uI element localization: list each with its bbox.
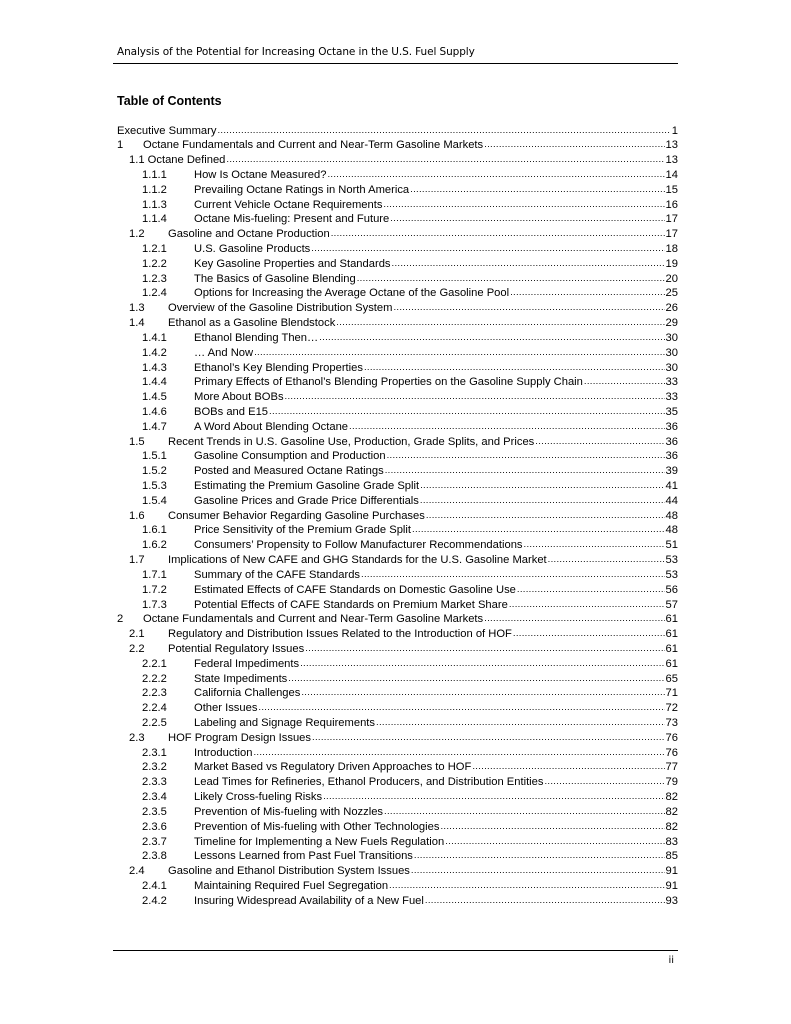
toc-entry-title: Octane Fundamentals and Current and Near-Term Gasoline Markets (143, 613, 484, 626)
toc-entry-number: 2.2.3 (142, 687, 167, 700)
toc-entry-number: 2.3.1 (142, 746, 167, 759)
toc-entry[interactable] (117, 198, 678, 213)
page-number: ii (668, 955, 674, 966)
toc-entry[interactable] (117, 168, 678, 183)
toc-entry-page: 41 (665, 480, 678, 492)
toc-entry-title: Lessons Learned from Past Fuel Transitions (194, 850, 413, 863)
toc-entry-title: Maintaining Required Fuel Segregation (194, 879, 389, 892)
toc-entry-number: 1.2.1 (142, 243, 167, 255)
toc-dot-leader (510, 286, 664, 301)
toc-dot-leader (584, 375, 665, 390)
toc-entry[interactable] (117, 479, 678, 494)
toc-entry[interactable] (117, 849, 678, 864)
toc-entry-page: 36 (665, 435, 678, 448)
toc-entry-title: Prevention of Mis-fueling with Other Technologies (194, 820, 440, 833)
toc-entry[interactable] (117, 568, 678, 583)
toc-entry-number: 2.1 (129, 628, 145, 641)
toc-entry[interactable] (117, 464, 678, 479)
toc-entry-number: 1.7.1 (142, 568, 167, 581)
toc-dot-leader (253, 746, 664, 761)
toc-entry-number: 2 (117, 613, 124, 626)
toc-entry-page: 39 (665, 465, 678, 478)
toc-entry[interactable] (117, 509, 678, 524)
toc-entry-number: 1.3 (129, 302, 145, 315)
toc-entry-number: 2.4.1 (142, 879, 167, 892)
toc-entry-page: 13 (665, 154, 678, 167)
toc-entry-title: Overview of the Gasoline Distribution System (168, 302, 393, 315)
toc-entry-title: Timeline for Implementing a New Fuels Regulation (194, 835, 445, 848)
toc-dot-leader (383, 198, 664, 213)
toc-entry-title: … And Now (194, 346, 254, 359)
toc-entry[interactable] (117, 153, 678, 168)
toc-entry-title: Octane Fundamentals and Current and Near-Term Gasoline Markets (143, 139, 484, 152)
toc-dot-leader (517, 583, 665, 598)
toc-entry[interactable] (117, 760, 678, 775)
toc-entry-title: Gasoline and Octane Production (168, 228, 330, 241)
toc-entry-number: 1.1.2 (142, 183, 167, 196)
toc-entry-number: 1.6.1 (142, 524, 167, 537)
toc-entry-page: 13 (665, 139, 678, 152)
toc-entry-page: 61 (665, 613, 678, 626)
toc-dot-leader (420, 479, 664, 494)
toc-entry-title: Likely Cross-fueling Risks (194, 791, 323, 804)
toc-entry[interactable] (117, 716, 678, 731)
toc-entry[interactable] (117, 686, 678, 701)
toc-entry-title: State Impediments (194, 672, 288, 685)
toc-entry-page: 53 (665, 554, 678, 567)
toc-entry-number: 1.2 (129, 228, 145, 241)
toc-entry-number: 2.3.8 (142, 850, 167, 863)
toc-entry-page: 48 (665, 524, 678, 537)
toc-dot-leader (217, 124, 670, 139)
toc-dot-leader (376, 716, 665, 731)
toc-entry-title: Potential Regulatory Issues (168, 642, 305, 655)
toc-dot-leader (288, 672, 664, 687)
toc-entry-page: 17 (665, 228, 678, 241)
toc-entry-number: 2.2 (129, 642, 145, 655)
toc-entry[interactable] (117, 790, 678, 805)
toc-dot-leader (484, 138, 664, 153)
toc-dot-leader (269, 405, 665, 420)
toc-dot-leader (357, 272, 665, 287)
toc-dot-leader (349, 420, 665, 435)
toc-entry-title: Other Issues (194, 702, 258, 715)
toc-entry-number: 2.3.6 (142, 820, 167, 833)
toc-heading: Table of Contents (117, 94, 222, 108)
toc-dot-leader (364, 361, 665, 376)
toc-entry[interactable] (117, 672, 678, 687)
toc-entry[interactable] (117, 272, 678, 287)
toc-entry-number: 1.4.5 (142, 391, 167, 404)
toc-entry[interactable] (117, 405, 678, 420)
toc-entry-title: Introduction (194, 746, 253, 759)
toc-entry[interactable] (117, 657, 678, 672)
toc-entry[interactable] (117, 494, 678, 509)
toc-entry-page: 36 (665, 420, 678, 433)
toc-entry-page: 57 (665, 598, 678, 611)
toc-dot-leader (472, 760, 664, 775)
toc-entry-page: 33 (665, 376, 678, 389)
toc-entry-title: Options for Increasing the Average Octane of the Gasoline Pool (194, 287, 510, 300)
toc-entry[interactable] (117, 642, 678, 657)
toc-entry[interactable] (117, 390, 678, 405)
toc-entry[interactable] (117, 331, 678, 346)
toc-dot-leader (361, 568, 665, 583)
toc-entry-page: 82 (665, 791, 678, 804)
toc-entry-number: 1.7.2 (142, 583, 167, 596)
toc-entry-page: 19 (665, 257, 678, 270)
toc-entry-number: 2.3.3 (142, 776, 167, 789)
toc-entry-title: Prevailing Octane Ratings in North America (194, 183, 410, 196)
toc-entry-page: 61 (665, 642, 678, 655)
toc-dot-leader (254, 346, 664, 361)
toc-entry-title: Price Sensitivity of the Premium Grade Split (194, 524, 411, 537)
toc-dot-leader (285, 390, 665, 405)
toc-entry-title: Potential Effects of CAFE Standards on Premium Market Share (194, 598, 508, 611)
toc-entry-number: 2.3.2 (142, 761, 167, 774)
toc-entry-title: Ethanol as a Gasoline Blendstock (168, 317, 336, 330)
toc-dot-leader (226, 153, 664, 168)
toc-entry[interactable] (117, 775, 678, 790)
toc-entry-title: Federal Impediments (194, 657, 300, 670)
toc-entry-title: Regulatory and Distribution Issues Related to the Introduction of HOF (168, 628, 512, 641)
toc-entry[interactable] (117, 879, 678, 894)
toc-entry-number: 1.7 (129, 554, 145, 567)
toc-entry-title: 1.1 Octane Defined (129, 154, 226, 167)
toc-dot-leader (327, 168, 664, 183)
toc-entry-page: 30 (665, 361, 678, 374)
toc-entry-number: 1.5.1 (142, 450, 167, 463)
toc-entry-page: 35 (665, 405, 678, 418)
toc-entry[interactable] (117, 124, 678, 139)
toc-entry-page: 36 (665, 450, 678, 463)
toc-entry-page: 76 (665, 731, 678, 744)
toc-entry[interactable] (117, 361, 678, 376)
toc-entry[interactable] (117, 286, 678, 301)
toc-entry[interactable] (117, 627, 678, 642)
toc-entry-title: Insuring Widespread Availability of a New Fuel (194, 894, 424, 907)
toc-dot-leader (319, 331, 664, 346)
toc-entry-title: Gasoline and Ethanol Distribution System Issues (168, 865, 410, 878)
toc-entry-title: Ethanol Blending Then… (194, 331, 319, 344)
toc-entry[interactable] (117, 316, 678, 331)
toc-entry-number: 2.4.2 (142, 894, 167, 907)
toc-entry-number: 2.2.5 (142, 717, 167, 729)
toc-entry-title: Ethanol’s Key Blending Properties (194, 361, 363, 374)
toc-entry-number: 1.5.4 (142, 494, 167, 507)
toc-dot-leader (311, 242, 664, 257)
toc-entry-page: 91 (665, 879, 678, 892)
toc-entry-number: 1.4.7 (142, 420, 167, 433)
toc-dot-leader (331, 227, 665, 242)
toc-entry[interactable] (117, 138, 678, 153)
toc-entry-page: 30 (665, 346, 678, 359)
toc-entry-title: U.S. Gasoline Products (194, 243, 311, 255)
footer-divider (113, 950, 678, 951)
toc-dot-leader (387, 449, 665, 464)
toc-dot-leader (440, 820, 664, 835)
toc-entry-page: 61 (665, 657, 678, 670)
toc-entry-page: 82 (665, 805, 678, 818)
toc-dot-leader (535, 435, 664, 450)
toc-entry-number: 1.5.2 (142, 465, 167, 478)
toc-entry-number: 1.4.4 (142, 376, 167, 389)
toc-entry-page: 77 (665, 761, 678, 774)
toc-entry-number: 2.4 (129, 865, 145, 878)
toc-entry-title: The Basics of Gasoline Blending (194, 272, 356, 285)
toc-entry-number: 1.2.2 (142, 257, 167, 270)
toc-entry-number: 1.6.2 (142, 539, 167, 552)
toc-entry[interactable] (117, 346, 678, 361)
toc-entry-number: 1.4.2 (142, 346, 167, 359)
toc-dot-leader (323, 790, 664, 805)
toc-entry-page: 1 (671, 124, 678, 137)
toc-entry[interactable] (117, 553, 678, 568)
toc-entry[interactable] (117, 523, 678, 538)
toc-dot-leader (384, 805, 665, 820)
toc-entry-title: Executive Summary (117, 124, 217, 137)
toc-entry-number: 1.5 (129, 435, 145, 448)
toc-entry-title: A Word About Blending Octane (194, 420, 349, 433)
toc-dot-leader (385, 464, 665, 479)
toc-entry-number: 2.3.5 (142, 805, 167, 818)
toc-entry-page: 30 (665, 331, 678, 344)
toc-entry-page: 17 (665, 213, 678, 226)
toc-entry-number: 1.2.3 (142, 272, 167, 285)
toc-dot-leader (258, 701, 664, 716)
toc-entry-page: 61 (665, 628, 678, 641)
toc-entry-number: 2.3 (129, 731, 145, 744)
toc-entry-title: Gasoline Prices and Grade Price Differentials (194, 494, 419, 507)
toc-entry-title: Recent Trends in U.S. Gasoline Use, Production, Grade Splits, and Prices (168, 435, 535, 448)
toc-entry-title: Prevention of Mis-fueling with Nozzles (194, 805, 384, 818)
toc-entry-page: 71 (665, 687, 678, 700)
toc-entry-number: 1 (117, 139, 124, 152)
running-header: Analysis of the Potential for Increasing Octane in the U.S. Fuel Supply (117, 46, 475, 58)
toc-entry-page: 83 (665, 835, 678, 848)
toc-dot-leader (548, 553, 665, 568)
toc-entry-number: 1.1.3 (142, 198, 167, 211)
toc-entry-page: 29 (665, 317, 678, 330)
toc-entry-page: 48 (665, 509, 678, 522)
toc-entry-title: How Is Octane Measured? (194, 168, 327, 181)
toc-entry-number: 1.4 (129, 317, 145, 330)
toc-dot-leader (390, 212, 664, 227)
toc-entry-page: 91 (665, 865, 678, 878)
toc-entry[interactable] (117, 183, 678, 198)
toc-entry-page: 15 (665, 183, 678, 196)
toc-entry[interactable] (117, 449, 678, 464)
toc-entry[interactable] (117, 257, 678, 272)
toc-entry-title: Market Based vs Regulatory Driven Approaches to HOF (194, 761, 472, 774)
toc-dot-leader (445, 835, 664, 850)
toc-entry-number: 2.2.4 (142, 702, 167, 715)
toc-entry-title: More About BOBs (194, 391, 284, 404)
toc-dot-leader (393, 301, 664, 316)
toc-entry[interactable] (117, 864, 678, 879)
toc-entry-title: Implications of New CAFE and GHG Standards for the U.S. Gasoline Market (168, 554, 547, 567)
toc-entry[interactable] (117, 805, 678, 820)
toc-entry[interactable] (117, 375, 678, 390)
toc-entry-number: 1.1.4 (142, 213, 167, 226)
toc-dot-leader (410, 183, 664, 198)
toc-entry-title: Estimating the Premium Gasoline Grade Split (194, 480, 420, 492)
toc-entry-number: 1.5.3 (142, 480, 167, 492)
toc-dot-leader (305, 642, 664, 657)
toc-entry-page: 14 (665, 168, 678, 181)
toc-entry-title: Lead Times for Refineries, Ethanol Producers, and Distribution Entities (194, 776, 544, 789)
toc-entry-title: Posted and Measured Octane Ratings (194, 465, 384, 478)
toc-dot-leader (509, 598, 665, 613)
toc-entry[interactable] (117, 612, 678, 627)
toc-entry-number: 1.4.6 (142, 405, 167, 418)
toc-entry-page: 26 (665, 302, 678, 315)
toc-dot-leader (312, 731, 665, 746)
toc-entry-page: 18 (665, 243, 678, 255)
toc-entry[interactable] (117, 242, 678, 257)
toc-entry[interactable] (117, 701, 678, 716)
toc-entry-title: Estimated Effects of CAFE Standards on Domestic Gasoline Use (194, 583, 516, 596)
toc-entry-page: 93 (665, 894, 678, 907)
toc-entry-number: 1.4.1 (142, 331, 167, 344)
toc-dot-leader (513, 627, 665, 642)
toc-entry-page: 82 (665, 820, 678, 833)
toc-entry-page: 72 (665, 702, 678, 715)
toc-entry-title: Primary Effects of Ethanol’s Blending Properties on the Gasoline Supply Chain (194, 376, 583, 389)
toc-entry-number: 1.2.4 (142, 287, 167, 300)
toc-entry-number: 1.7.3 (142, 598, 167, 611)
toc-entry-title: Consumer Behavior Regarding Gasoline Purchases (168, 509, 425, 522)
toc-entry-title: California Challenges (194, 687, 301, 700)
toc-entry-number: 2.3.7 (142, 835, 167, 848)
toc-entry-number: 2.2.2 (142, 672, 167, 685)
toc-dot-leader (389, 879, 665, 894)
toc-entry[interactable] (117, 435, 678, 450)
toc-dot-leader (412, 523, 665, 538)
toc-entry-page: 16 (665, 198, 678, 211)
toc-dot-leader (301, 686, 664, 701)
toc-entry-number: 1.1.1 (142, 168, 167, 181)
toc-entry-page: 56 (665, 583, 678, 596)
toc-dot-leader (392, 257, 665, 272)
toc-entry-number: 2.2.1 (142, 657, 167, 670)
toc-entry-title: Summary of the CAFE Standards (194, 568, 361, 581)
table-of-contents (117, 124, 678, 909)
toc-dot-leader (414, 849, 665, 864)
toc-dot-leader (425, 894, 665, 909)
toc-dot-leader (336, 316, 664, 331)
toc-entry-title: Gasoline Consumption and Production (194, 450, 386, 463)
toc-entry[interactable] (117, 894, 678, 909)
toc-dot-leader (300, 657, 664, 672)
toc-entry-page: 20 (665, 272, 678, 285)
toc-entry[interactable] (117, 746, 678, 761)
toc-entry-page: 76 (665, 746, 678, 759)
toc-entry-title: Key Gasoline Properties and Standards (194, 257, 391, 270)
toc-entry-page: 79 (665, 776, 678, 789)
toc-entry-page: 73 (665, 717, 678, 729)
toc-entry-page: 25 (665, 287, 678, 300)
toc-entry-title: Consumers’ Propensity to Follow Manufacturer Recommendations (194, 539, 523, 552)
toc-dot-leader (426, 509, 665, 524)
toc-entry[interactable] (117, 731, 678, 746)
toc-entry[interactable] (117, 212, 678, 227)
toc-entry-title: HOF Program Design Issues (168, 731, 311, 744)
toc-entry-title: BOBs and E15 (194, 405, 269, 418)
toc-entry-number: 1.4.3 (142, 361, 167, 374)
toc-dot-leader (484, 612, 664, 627)
toc-entry[interactable] (117, 820, 678, 835)
toc-entry-title: Current Vehicle Octane Requirements (194, 198, 383, 211)
toc-entry-number: 2.3.4 (142, 791, 167, 804)
toc-entry-page: 85 (665, 850, 678, 863)
toc-entry-page: 33 (665, 391, 678, 404)
toc-entry-page: 44 (665, 494, 678, 507)
toc-entry-page: 65 (665, 672, 678, 685)
toc-entry-title: Labeling and Signage Requirements (194, 717, 375, 729)
toc-entry-page: 53 (665, 568, 678, 581)
toc-dot-leader (420, 494, 665, 509)
toc-entry[interactable] (117, 538, 678, 553)
header-divider (113, 63, 678, 64)
toc-entry[interactable] (117, 301, 678, 316)
toc-dot-leader (544, 775, 664, 790)
toc-entry[interactable] (117, 420, 678, 435)
toc-entry[interactable] (117, 835, 678, 850)
toc-dot-leader (524, 538, 665, 553)
toc-entry[interactable] (117, 583, 678, 598)
toc-entry-number: 1.6 (129, 509, 145, 522)
toc-entry-title: Octane Mis-fueling: Present and Future (194, 213, 390, 226)
toc-dot-leader (411, 864, 665, 879)
toc-entry-page: 51 (665, 539, 678, 552)
toc-entry[interactable] (117, 227, 678, 242)
toc-entry[interactable] (117, 598, 678, 613)
